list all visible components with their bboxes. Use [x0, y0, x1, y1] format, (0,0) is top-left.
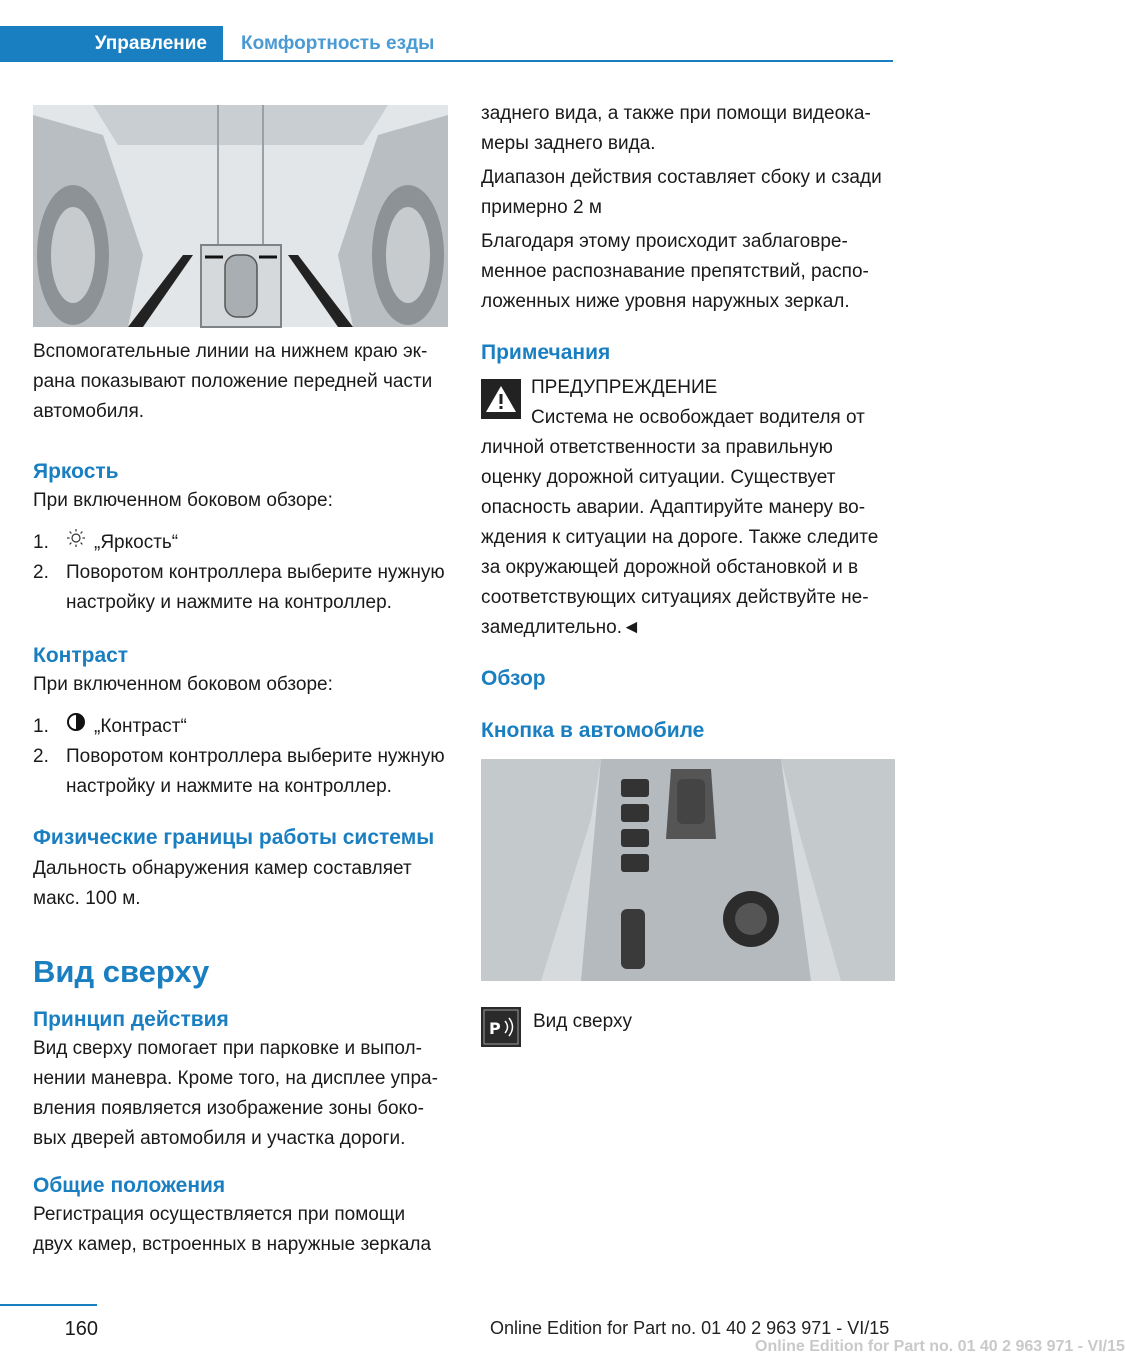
- page-number: 160: [64, 1318, 98, 1340]
- watermark: Online Edition for Part no. 01 40 2 963 971 - VI/15: [755, 1338, 1125, 1355]
- step-text: „Яркость“: [94, 532, 179, 554]
- section-tab-driving-comfort: Комфортность езды: [241, 33, 435, 54]
- general-text: Регистрация осуществляется при помощи двух камер, встроенных в наружные зеркала: [33, 1204, 432, 1256]
- top-view-parking-icon: [481, 1007, 521, 1047]
- step-number: 1.: [33, 716, 49, 738]
- edition-text: Online Edition for Part no. 01 40 2 963 971 - VI/15: [490, 1318, 890, 1338]
- sun-brightness-icon: [66, 528, 94, 558]
- center-console-image: [481, 759, 895, 981]
- detection-text: Благодаря этому происходит заблаговременное распознавание препятствий, расположенных ниже уровня наружных зеркал.: [481, 231, 869, 312]
- warning-text-first: Система не освобождает водителя от: [531, 407, 865, 428]
- footer-rule: [0, 1304, 97, 1306]
- list-item: [33, 558, 448, 618]
- left-column: [33, 105, 448, 1260]
- step-text: „Контраст“: [94, 716, 187, 738]
- step-number: 2.: [33, 746, 49, 768]
- header-rule: [223, 60, 893, 62]
- contrast-icon: [66, 712, 94, 742]
- button-heading: Кнопка в автомобиле: [481, 719, 705, 742]
- button-legend: [481, 1007, 896, 1047]
- right-column: [481, 105, 896, 1047]
- contrast-heading: Контраст: [33, 644, 129, 668]
- warning-block: [481, 373, 896, 433]
- image-caption: Вспомогательные линии на нижнем краю экрана показывают положение передней части автомобиля.: [33, 341, 433, 422]
- side-view-camera-image: [33, 105, 448, 327]
- button-label: Вид сверху: [533, 1011, 632, 1032]
- contrast-steps: [33, 712, 448, 802]
- list-item: [33, 742, 448, 802]
- principle-heading: Принцип действия: [33, 1008, 229, 1032]
- warning-title: ПРЕДУПРЕЖДЕНИЕ: [531, 377, 718, 398]
- continued-text: заднего вида, а также при помощи видеокамеры заднего вида.: [481, 103, 871, 154]
- section-tab-controls: Управление: [0, 26, 223, 62]
- svg-text:P: P: [489, 1019, 501, 1038]
- top-view-title: Вид сверху: [33, 954, 210, 990]
- step-number: 1.: [33, 532, 49, 553]
- list-item: [33, 712, 448, 742]
- notes-heading: Примечания: [481, 341, 611, 364]
- step-number: 2.: [33, 562, 49, 584]
- principle-text: Вид сверху помогает при парковке и выполнении маневра. Кроме того, на дисплее управления появляется изображение зоны боковых дверей автомобиля и участка дороги.: [33, 1038, 438, 1150]
- brightness-heading: Яркость: [33, 460, 119, 483]
- side-view-illustration: [33, 105, 448, 327]
- step-text: Поворотом контроллера выберите нужную настройку и нажмите на контроллер.: [66, 746, 445, 798]
- warning-triangle-icon: [481, 379, 521, 419]
- range-text: Диапазон действия составляет сбоку и сзади примерно 2 м: [481, 167, 882, 218]
- list-item: [33, 528, 448, 558]
- page-header: [0, 26, 893, 62]
- step-text: Поворотом контроллера выберите нужную настройку и нажмите на контроллер.: [66, 562, 445, 614]
- limits-text: Дальность обнаружения камер составляет макс. 100 м.: [33, 858, 412, 910]
- limits-heading: Физические границы работы системы: [33, 826, 435, 850]
- warning-text: личной ответственности за правильную оценку дорожной ситуации. Существует опасность аварии. Адаптируйте манеру вождения к ситуации на дороге. Также следите за окружающей дорожной обстановкой и в соответствующих ситуациях действуйте незамедлительно.◄: [481, 437, 879, 638]
- center-console-illustration: [481, 759, 895, 981]
- brightness-steps: [33, 528, 448, 618]
- brightness-intro: При включенном боковом обзоре:: [33, 490, 333, 511]
- contrast-intro: При включенном боковом обзоре:: [33, 674, 333, 696]
- overview-heading: Обзор: [481, 667, 546, 690]
- general-heading: Общие положения: [33, 1174, 226, 1198]
